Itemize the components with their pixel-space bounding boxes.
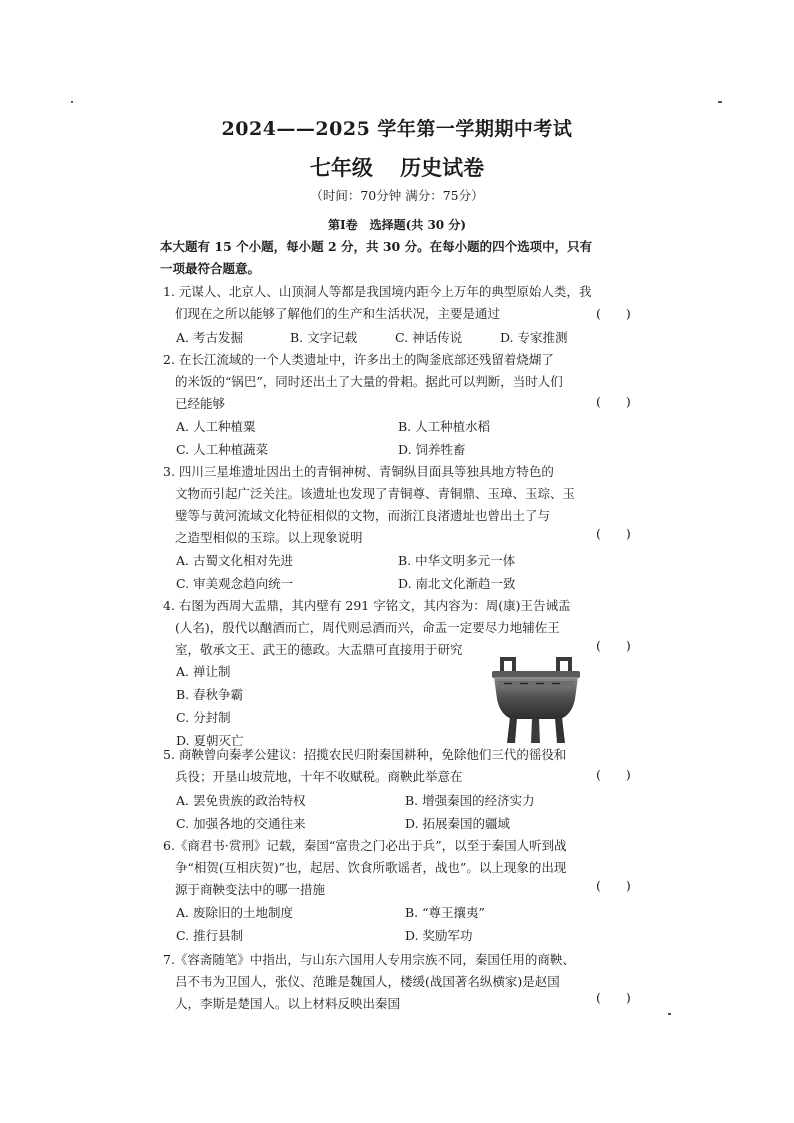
question-7-line: 人，李斯是楚国人。以上材料反映出秦国 [175,996,401,1011]
bronze-ding-image [486,655,586,745]
answer-blank: ( ) [596,990,631,1005]
question-1-line: 1. 元谋人、北京人、山顶洞人等都是我国境内距今上万年的典型原始人类，我 [163,284,592,299]
scan-speck [71,101,73,103]
question-4-option: D. 夏朝灭亡 [176,733,244,748]
intro-line: 一项最符合题意。 [160,261,261,276]
question-6-line: 6.《商君书·赏刑》记载，秦国“富贵之门必出于兵”，以至于秦国人听到战 [163,838,567,853]
question-2-option: C. 人工种植蔬菜 [176,442,269,457]
answer-blank: ( ) [596,878,631,893]
subject-label: 历史试卷 [400,155,485,180]
scan-speck [668,1013,671,1015]
question-3-option: D. 南北文化渐趋一致 [398,576,516,591]
scan-speck [718,101,722,103]
question-7-line: 吕不韦为卫国人，张仪、范雎是魏国人，楼缓(战国著名纵横家)是赵国 [175,974,560,989]
grade-label: 七年级 [309,155,373,180]
question-1-option: C. 神话传说 [395,330,463,345]
question-4-option: C. 分封制 [176,710,231,725]
question-3-option: B. 中华文明多元一体 [398,553,516,568]
exam-title: 2024——2025 学年第一学期期中考试 [221,118,573,140]
question-5-option: B. 增强秦国的经济实力 [405,793,535,808]
question-6-option: D. 奖励军功 [405,928,473,943]
answer-blank: ( ) [596,526,631,541]
question-6-line: 源于商鞅变法中的哪一措施 [175,882,326,897]
question-5-option: A. 罢免贵族的政治特权 [176,793,306,808]
question-6-line: 争“相贺(互相庆贺)”也，起居、饮食所歌谣者，战也”。以上现象的出现 [175,860,567,875]
section-heading: 第Ⅰ卷 选择题(共 30 分) [327,218,467,232]
question-3-line: 之造型相似的玉琮。以上现象说明 [175,530,363,545]
question-4-line: 4. 右图为西周大盂鼎，其内壁有 291 字铭文，其内容为：周(康)王告诫盂 [163,598,571,613]
question-3-line: 璧等与黄河流域文化特征相似的文物，而浙江良渚遗址也曾出土了与 [175,508,551,523]
section-intro [160,236,650,280]
question-1-option: D. 专家推测 [500,330,568,345]
question-4-option: B. 春秋争霸 [176,687,244,702]
question-2-option: A. 人工种植粟 [176,419,256,434]
question-2-option: B. 人工种植水稻 [398,419,491,434]
question-2-line: 的米饭的“锅巴”，同时还出土了大量的骨耜。据此可以判断，当时人们 [175,374,563,389]
question-4-line: (人名)，殷代以酗酒而亡，周代则忌酒而兴，命盂一定要尽力地辅佐王 [175,620,560,635]
question-6-option: B. “尊王攘夷” [405,905,485,920]
exam-meta: （时间：70分钟 满分：75分） [310,188,484,203]
paper-subtitle [0,152,794,182]
question-5-option: C. 加强各地的交通往来 [176,816,306,831]
question-3-option: A. 古蜀文化相对先进 [176,553,293,568]
question-6-option: C. 推行县制 [176,928,244,943]
question-3-line: 3. 四川三星堆遗址因出土的青铜神树、青铜纵目面具等独具地方特色的 [163,464,554,479]
question-4-line: 室，敬承文王、武王的德政。大盂鼎可直接用于研究 [175,642,463,657]
question-5-option: D. 拓展秦国的疆域 [405,816,511,831]
question-4-option: A. 禅让制 [176,664,231,679]
question-3-option: C. 审美观念趋向统一 [176,576,294,591]
question-1-option: A. 考古发掘 [176,330,243,345]
question-3-line: 文物而引起广泛关注。该遗址也发现了青铜尊、青铜鼎、玉璋、玉琮、玉 [175,486,576,501]
answer-blank: ( ) [596,638,631,653]
question-6-option: A. 废除旧的土地制度 [176,905,293,920]
answer-blank: ( ) [596,306,631,321]
question-5-line: 5. 商鞅曾向秦孝公建议：招揽农民归附秦国耕种，免除他们三代的徭役和 [163,747,567,762]
question-2-line: 已经能够 [175,396,226,411]
question-5-line: 兵役；开垦山坡荒地，十年不收赋税。商鞅此举意在 [175,769,463,784]
question-2-line: 2. 在长江流域的一个人类遗址中，许多出土的陶釜底部还残留着烧煳了 [163,352,554,367]
answer-blank: ( ) [596,394,631,409]
intro-line: 本大题有 15 个小题，每小题 2 分，共 30 分。在每小题的四个选项中，只有 [160,239,593,254]
question-7-line: 7.《容斋随笔》中指出，与山东六国用人专用宗族不同，秦国任用的商鞅、 [163,952,575,967]
question-1-line: 们现在之所以能够了解他们的生产和生活状况，主要是通过 [175,306,501,321]
answer-blank: ( ) [596,767,631,782]
question-2-option: D. 饲养牲畜 [398,442,466,457]
question-1-option: B. 文字记载 [290,330,358,345]
